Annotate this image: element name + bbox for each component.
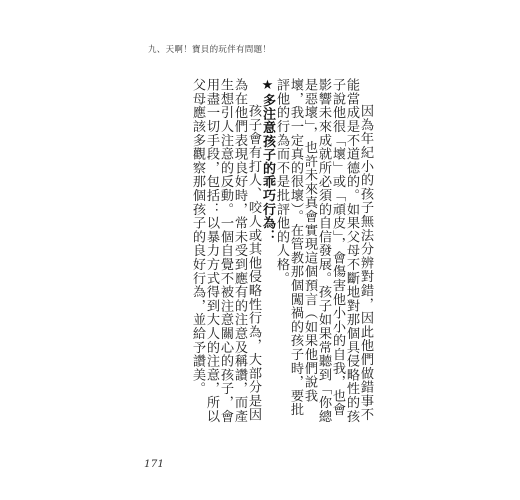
body-text (190, 78, 372, 430)
paragraph-good-behavior: 孩子會有打人、咬人或其他侵略性行為，大部分是因為在他們表現良好時，常未受到應有的注意及稱讚，而產生想引人注意的反動。一個自覺不被注意關心的孩子，會用盡一切手段，包括：以暴力方式得到大人的注意，所以父母應該多觀察那個孩子的良好行為，並給予讚美。 (190, 78, 261, 423)
star-icon: ★ (260, 78, 275, 94)
section-heading (260, 78, 274, 430)
section-heading-label: 多注意孩子的乖巧行為： (260, 93, 275, 244)
paragraph-aggression-labeling: 因為年紀小的孩子無法分辨對錯，因此他們做錯事不能當成是不道德的。如果父母不斷地對那個具侵略性的孩子說他很「壞」或「頑皮」，會傷害他小小的自我，也會影響未來成就所必須的自信發展。孩子如果常聽到「你總是惡壞」，也許未來真會實現這個預言（如果他們說我壞，我一定真的很壞）。在管教那個闖禍的孩子時，要批評他的行為而不是批評他的人格。 (274, 78, 373, 423)
page-number: 171 (144, 458, 165, 470)
running-header: 九、天啊！寶貝的玩伴有問題！ (148, 45, 272, 55)
